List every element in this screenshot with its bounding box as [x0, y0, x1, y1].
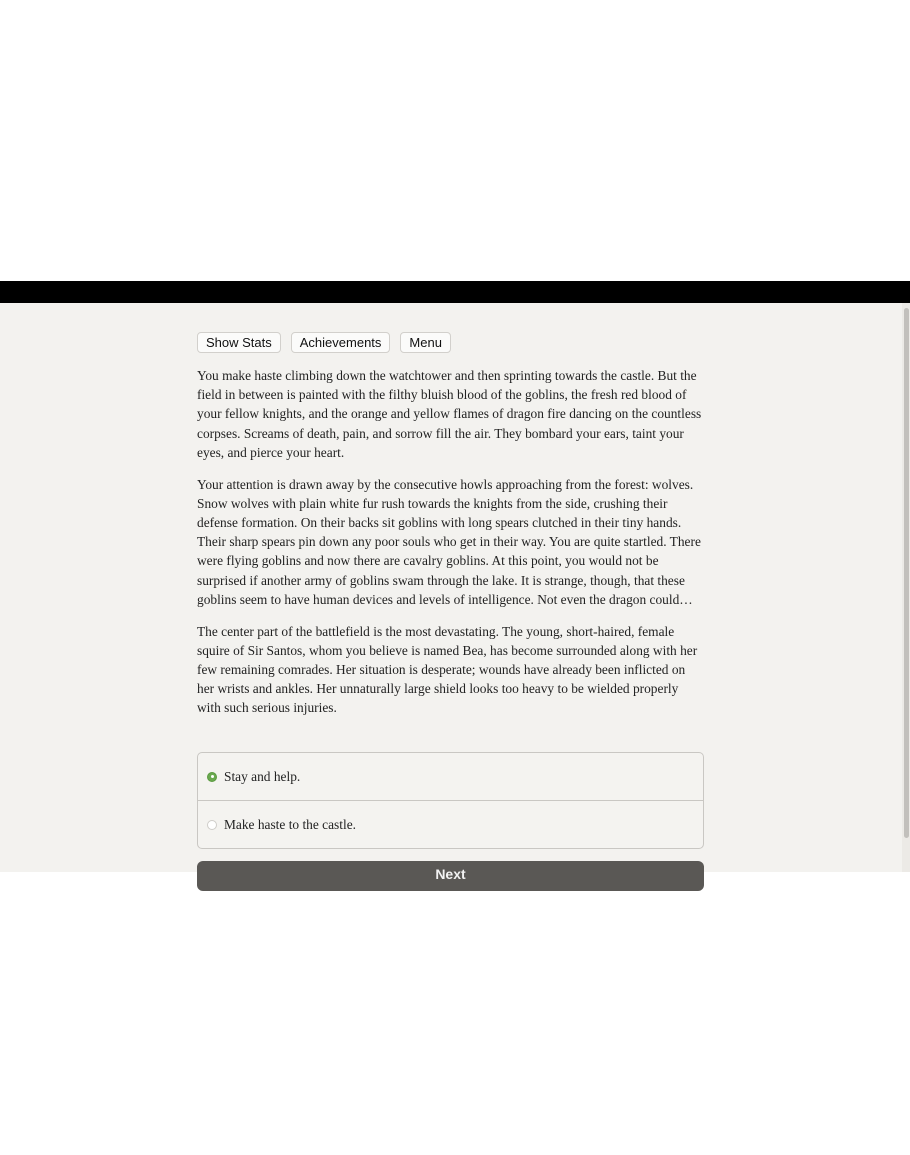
- radio-unselected-icon[interactable]: [207, 820, 217, 830]
- choice-list: [197, 752, 704, 849]
- next-button[interactable]: Next: [197, 861, 704, 891]
- show-stats-button[interactable]: Show Stats: [197, 332, 281, 353]
- story-paragraph: Your attention is drawn away by the consecutive howls approaching from the forest: wolves. Snow wolves with plain white fur rush towards the knights from the side, crushing their defense formation. On their backs sit goblins with long spears clutched in their tiny hands. Their sharp spears pin down any poor souls who get in their way. You are quite startled. There were flying goblins and now there are cavalry goblins. At this point, you would not be surprised if another army of goblins swam through the lake. It is strange, though, that these goblins seem to have human devices and levels of intelligence. Not even the dragon could…: [197, 476, 701, 607]
- choice-label: Stay and help.: [224, 768, 301, 784]
- game-viewport: [0, 303, 910, 882]
- story-paragraph: You make haste climbing down the watchtower and then sprinting towards the castle. But the field in between is painted with the filthy bluish blood of the goblins, the fresh red blood of your fellow knights, and the orange and yellow flames of dragon fire dancing on the countless corpses. Screams of death, pain, and sorrow fill the air. They bombard your ears, taint your eyes, and pierce your heart.: [197, 368, 702, 460]
- achievements-button[interactable]: Achievements: [291, 332, 391, 353]
- choice-make-haste[interactable]: [198, 800, 703, 848]
- scrollbar[interactable]: [902, 303, 910, 872]
- radio-selected-icon[interactable]: [207, 772, 217, 782]
- scrollbar-thumb[interactable]: [904, 308, 909, 838]
- choice-stay-and-help[interactable]: [198, 753, 703, 800]
- story-paragraph: The center part of the battlefield is the most devastating. The young, short-haired, female squire of Sir Santos, whom you believe is named Bea, has become surrounded along with her few remaining comrades. Her situation is desperate; wounds have already been inflicted on her wrists and ankles. Her unnaturally large shield looks too heavy to be wielded properly with such serious injuries.: [197, 623, 698, 716]
- story-text: [197, 366, 704, 730]
- top-black-bar: [0, 281, 910, 303]
- choice-label: Make haste to the castle.: [224, 816, 356, 832]
- menu-button[interactable]: Menu: [400, 332, 451, 353]
- toolbar: [197, 332, 451, 353]
